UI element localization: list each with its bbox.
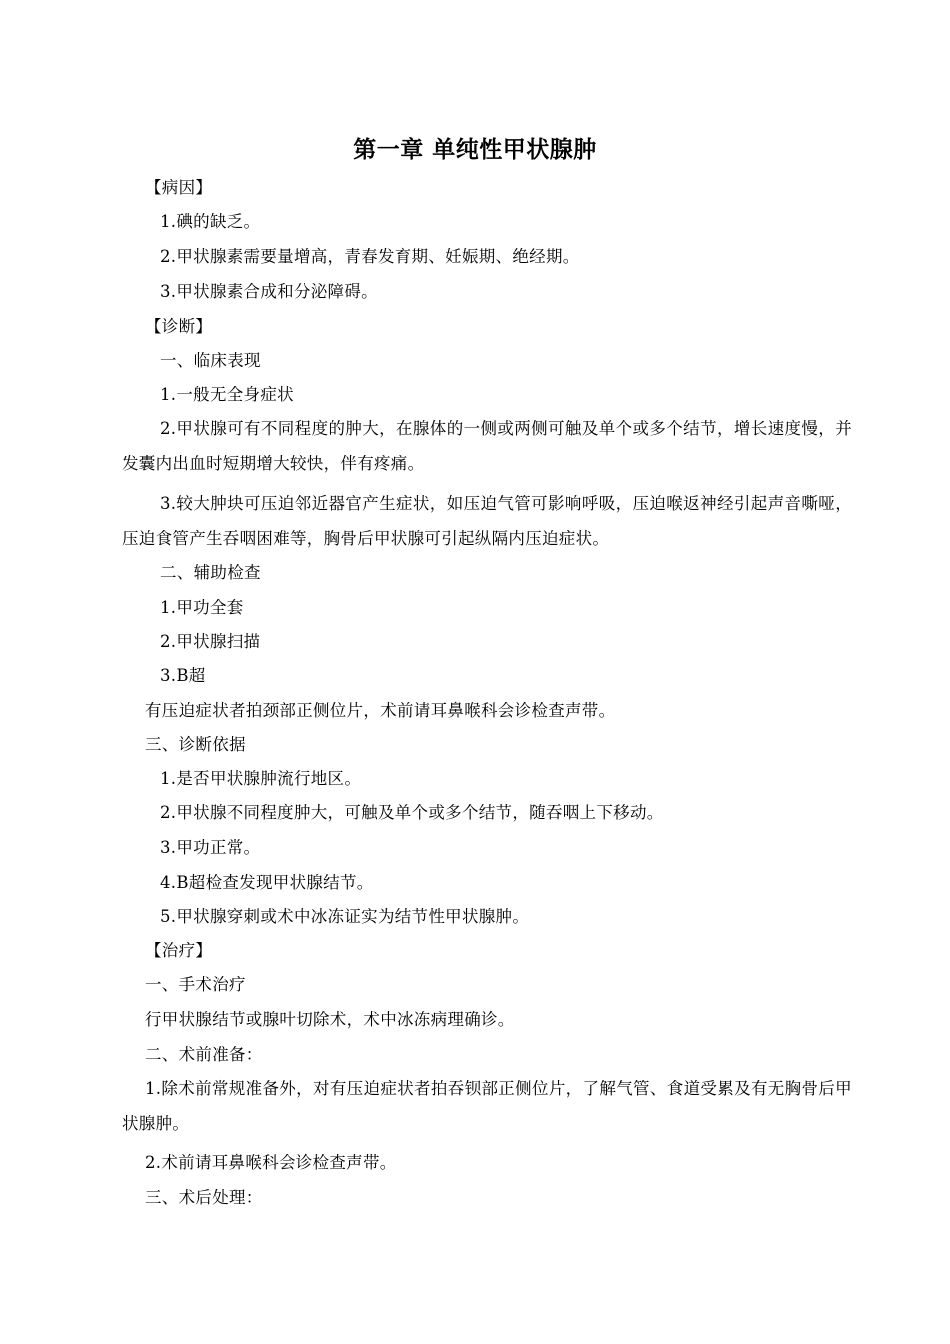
chapter-title: 第一章 单纯性甲状腺肿 — [353, 137, 597, 163]
section-header-treatment: 【治疗】 — [145, 941, 213, 960]
basis-item-4: 4.B超检查发现甲状腺结节。 — [160, 873, 374, 892]
section-header-diagnosis: 【诊断】 — [145, 317, 213, 336]
basis-item-3: 3.甲功正常。 — [160, 838, 261, 857]
clinical-item-3: 3.较大肿块可压迫邻近器官产生症状，如压迫气管可影响呼吸，压迫喉返神经引起声音嘶哑，压迫食管产生吞咽困难等，胸骨后甲状腺可引起纵隔内压迫症状。 — [122, 494, 852, 548]
basis-item-1: 1.是否甲状腺肿流行地区。 — [160, 769, 362, 788]
cause-item-3: 3.甲状腺素合成和分泌障碍。 — [160, 282, 378, 301]
cause-item-2: 2.甲状腺素需要量增高，青春发育期、妊娠期、绝经期。 — [160, 247, 580, 266]
subsection-basis: 三、诊断依据 — [145, 735, 246, 754]
aux-item-3: 3.B超 — [160, 666, 206, 685]
aux-item-1: 1.甲功全套 — [160, 598, 244, 617]
subsection-auxiliary: 二、辅助检查 — [160, 563, 261, 582]
preop-item-2: 2.术前请耳鼻喉科会诊检查声带。 — [145, 1153, 397, 1172]
section-header-cause: 【病因】 — [145, 178, 213, 197]
subsection-postop: 三、术后处理： — [145, 1188, 263, 1207]
subsection-surgery: 一、手术治疗 — [145, 975, 246, 994]
cause-item-1: 1.碘的缺乏。 — [160, 212, 261, 231]
basis-item-2: 2.甲状腺不同程度肿大，可触及单个或多个结节，随吞咽上下移动。 — [160, 803, 664, 822]
basis-item-5: 5.甲状腺穿刺或术中冰冻证实为结节性甲状腺肿。 — [160, 907, 530, 926]
aux-note: 有压迫症状者拍颈部正侧位片，术前请耳鼻喉科会诊检查声带。 — [145, 701, 616, 720]
subsection-preop: 二、术前准备： — [145, 1045, 263, 1064]
clinical-item-2: 2.甲状腺可有不同程度的肿大，在腺体的一侧或两侧可触及单个或多个结节，增长速度慢，并发囊内出血时短期增大较快，伴有疼痛。 — [122, 419, 852, 473]
surgery-text: 行甲状腺结节或腺叶切除术，术中冰冻病理确诊。 — [145, 1010, 515, 1029]
preop-item-1: 1.除术前常规准备外，对有压迫症状者拍吞钡部正侧位片，了解气管、食道受累及有无胸骨后甲状腺肿。 — [122, 1079, 852, 1133]
aux-item-2: 2.甲状腺扫描 — [160, 632, 261, 651]
clinical-item-1: 1.一般无全身症状 — [160, 385, 294, 404]
subsection-clinical: 一、临床表现 — [160, 351, 261, 370]
